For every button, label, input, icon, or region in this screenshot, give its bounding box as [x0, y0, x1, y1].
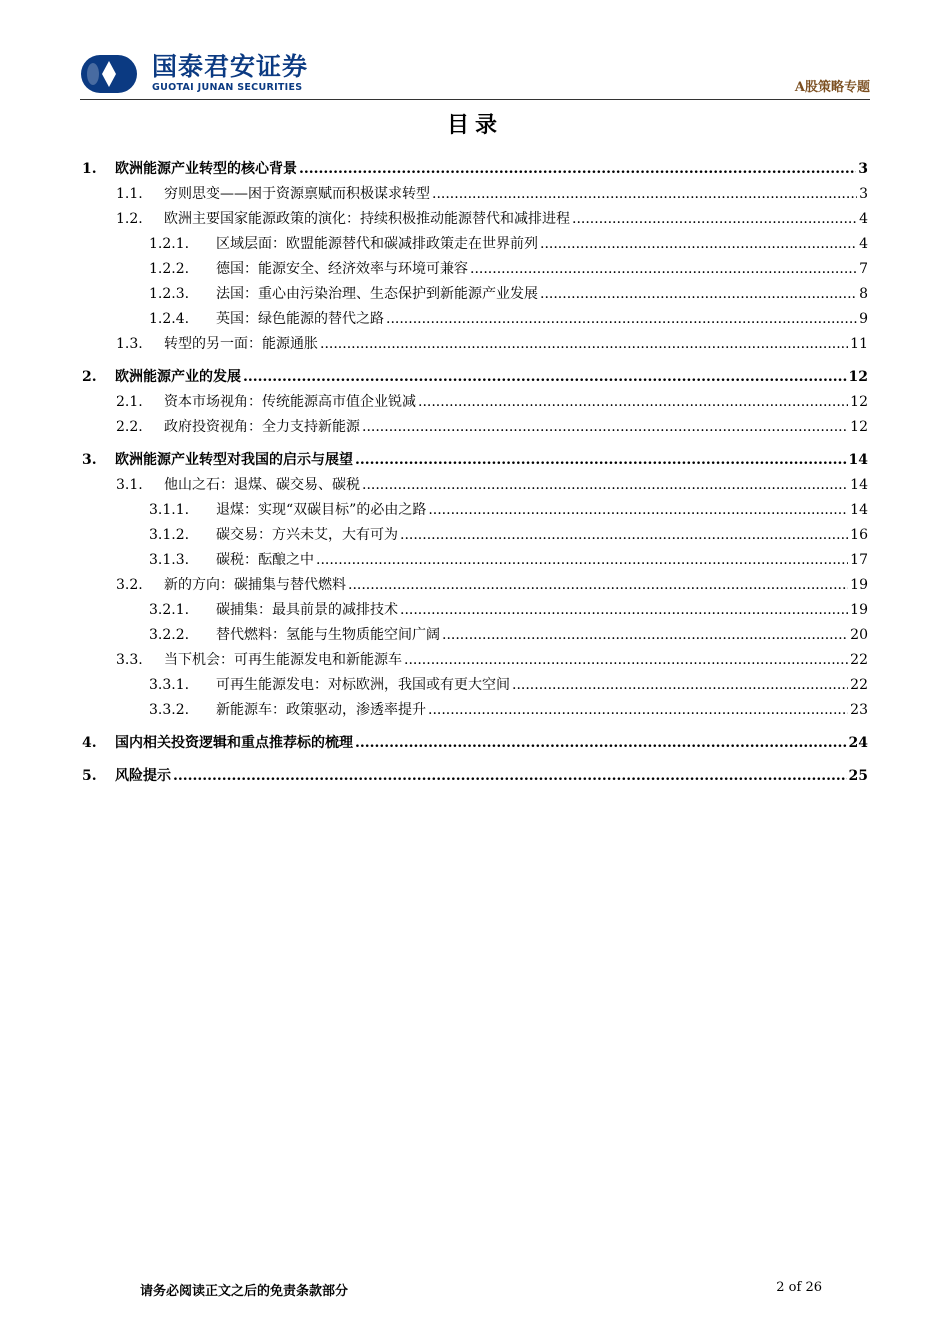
toc-entry-page: 8: [859, 286, 868, 302]
toc-entry-page: 22: [850, 652, 868, 668]
toc-entry-number: 3.2.1.: [149, 602, 190, 618]
toc-entry-number: 3.3.2.: [149, 702, 190, 718]
page-header: [80, 48, 870, 100]
toc-leader-dots: [355, 731, 847, 756]
toc-entry-title: 当下机会：可再生能源发电和新能源车: [164, 652, 402, 668]
toc-entry-number: 3.2.: [116, 577, 143, 593]
toc-leader-dots: [404, 648, 848, 673]
disclaimer-note: 请务必阅读正文之后的免责条款部分: [140, 1284, 349, 1299]
toc-entry-page: 19: [850, 577, 868, 593]
toc-entry-number: 5.: [82, 768, 97, 784]
toc-entry-number: 2.: [82, 369, 97, 385]
toc-entry[interactable]: [82, 648, 868, 673]
toc-leader-dots: [355, 448, 847, 473]
toc-entry[interactable]: [82, 473, 868, 498]
toc-entry-page: 22: [850, 677, 868, 693]
toc-entry-page: 20: [850, 627, 868, 643]
toc-entry-title: 退煤：实现“双碳目标”的必由之路: [216, 502, 427, 518]
toc-leader-dots: [572, 207, 857, 232]
toc-entry-page: 3: [859, 186, 868, 202]
toc-entry-title: 欧洲能源产业的发展: [115, 369, 241, 385]
toc-entry-number: 3.2.2.: [149, 627, 190, 643]
toc-entry[interactable]: [82, 548, 868, 573]
toc-entry-page: 3: [858, 161, 868, 177]
toc-entry[interactable]: [82, 390, 868, 415]
toc-leader-dots: [432, 182, 857, 207]
toc-leader-dots: [243, 365, 847, 390]
toc-entry-title: 穷则思变——困于资源禀赋而积极谋求转型: [164, 186, 430, 202]
toc-entry[interactable]: [82, 698, 868, 723]
toc-leader-dots: [362, 415, 848, 440]
toc-entry-title: 可再生能源发电：对标欧洲，我国或有更大空间: [216, 677, 510, 693]
toc-entry[interactable]: [82, 182, 868, 207]
toc-entry-page: 11: [850, 336, 868, 352]
toc-entry-page: 12: [848, 369, 868, 385]
toc-entry-number: 4.: [82, 735, 97, 751]
toc-entry-title: 转型的另一面：能源通胀: [164, 336, 318, 352]
toc-leader-dots: [512, 673, 848, 698]
toc-entry-title: 他山之石：退煤、碳交易、碳税: [164, 477, 360, 493]
brand-name-en: GUOTAI JUNAN SECURITIES: [152, 82, 303, 93]
toc-leader-dots: [540, 282, 857, 307]
toc-leader-dots: [540, 232, 857, 257]
toc-entry-page: 12: [850, 419, 868, 435]
toc-entry[interactable]: [82, 731, 868, 756]
toc-entry-page: 17: [850, 552, 868, 568]
toc-entry-title: 替代燃料：氢能与生物质能空间广阔: [216, 627, 440, 643]
toc-title: 目录: [446, 112, 503, 138]
toc-entry-title: 国内相关投资逻辑和重点推荐标的梳理: [115, 735, 353, 751]
toc-entry[interactable]: [82, 307, 868, 332]
toc-entry[interactable]: [82, 257, 868, 282]
toc-leader-dots: [173, 764, 847, 789]
toc-entry-number: 1.3.: [116, 336, 143, 352]
toc-entry-title: 资本市场视角：传统能源高市值企业锐减: [164, 394, 416, 410]
toc-entry-page: 14: [850, 477, 868, 493]
toc-entry-title: 政府投资视角：全力支持新能源: [164, 419, 360, 435]
toc-entry-number: 3.1.: [116, 477, 143, 493]
toc-entry-page: 12: [850, 394, 868, 410]
report-type-label: A股策略专题: [794, 80, 870, 95]
toc-entry-title: 碳捕集：最具前景的减排技术: [216, 602, 398, 618]
toc-entry-page: 7: [859, 261, 868, 277]
toc-entry-number: 1.1.: [116, 186, 143, 202]
toc-entry-page: 14: [850, 502, 868, 518]
toc-entry-page: 25: [848, 768, 868, 784]
toc-leader-dots: [470, 257, 857, 282]
toc-entry-title: 碳交易：方兴未艾，大有可为: [216, 527, 398, 543]
toc-entry-title: 欧洲能源产业转型的核心背景: [115, 161, 297, 177]
toc-entry-number: 2.1.: [116, 394, 143, 410]
toc-entry[interactable]: [82, 523, 868, 548]
page-number: 2 of 26: [776, 1280, 822, 1295]
toc-entry[interactable]: [82, 498, 868, 523]
toc-entry-page: 14: [848, 452, 868, 468]
toc-leader-dots: [428, 498, 848, 523]
toc-entry[interactable]: [82, 282, 868, 307]
toc-entry-page: 23: [850, 702, 868, 718]
toc-entry-number: 3.1.2.: [149, 527, 190, 543]
toc-entry-title: 新能源车：政策驱动，渗透率提升: [216, 702, 426, 718]
toc-leader-dots: [362, 473, 848, 498]
toc-leader-dots: [400, 598, 848, 623]
toc-entry-page: 4: [859, 211, 868, 227]
toc-entry[interactable]: [82, 448, 868, 473]
toc-entry-title: 碳税：酝酿之中: [216, 552, 314, 568]
toc-entry-title: 欧洲主要国家能源政策的演化：持续积极推动能源替代和减排进程: [164, 211, 570, 227]
toc-entry-page: 16: [850, 527, 868, 543]
brand-name-cn: 国泰君安证券: [152, 52, 309, 81]
toc-entry-number: 1.2.3.: [149, 286, 190, 302]
toc-leader-dots: [386, 307, 857, 332]
toc-entry-page: 19: [850, 602, 868, 618]
toc-entry-title: 风险提示: [115, 768, 171, 784]
toc-entry[interactable]: [82, 157, 868, 182]
toc-entry-page: 4: [859, 236, 868, 252]
toc-leader-dots: [400, 523, 848, 548]
toc-entry-number: 1.: [82, 161, 97, 177]
toc-entry-number: 3.3.: [116, 652, 143, 668]
toc-entry-number: 2.2.: [116, 419, 143, 435]
toc-entry[interactable]: [82, 764, 868, 789]
toc-entry-title: 德国：能源安全、经济效率与环境可兼容: [216, 261, 468, 277]
toc-entry-number: 3.: [82, 452, 97, 468]
toc-entry-title: 新的方向：碳捕集与替代燃料: [164, 577, 346, 593]
toc-leader-dots: [316, 548, 848, 573]
toc-leader-dots: [320, 332, 848, 357]
toc-entry[interactable]: [82, 232, 868, 257]
toc-entry-number: 1.2.: [116, 211, 143, 227]
toc-entry[interactable]: [82, 573, 868, 598]
toc-entry-title: 英国：绿色能源的替代之路: [216, 311, 384, 327]
toc-entry[interactable]: [82, 673, 868, 698]
toc-leader-dots: [418, 390, 848, 415]
toc-leader-dots: [348, 573, 848, 598]
toc-entry[interactable]: [82, 332, 868, 357]
toc-entry-page: 9: [859, 311, 868, 327]
toc-leader-dots: [442, 623, 848, 648]
guotai-junan-logo-icon: [80, 54, 138, 94]
toc-leader-dots: [428, 698, 848, 723]
toc-entry-title: 区域层面：欧盟能源替代和碳减排政策走在世界前列: [216, 236, 538, 252]
toc-entry-page: 24: [848, 735, 868, 751]
toc-entry[interactable]: [82, 598, 868, 623]
toc-entry[interactable]: [82, 207, 868, 232]
toc-entry-number: 3.1.1.: [149, 502, 190, 518]
toc-entry[interactable]: [82, 365, 868, 390]
toc-leader-dots: [299, 157, 856, 182]
toc-entry-number: 1.2.1.: [149, 236, 190, 252]
toc-entry-number: 1.2.4.: [149, 311, 190, 327]
toc-entry-title: 法国：重心由污染治理、生态保护到新能源产业发展: [216, 286, 538, 302]
toc-entry[interactable]: [82, 415, 868, 440]
toc-entry[interactable]: [82, 623, 868, 648]
toc-entry-title: 欧洲能源产业转型对我国的启示与展望: [115, 452, 353, 468]
toc-entry-number: 1.2.2.: [149, 261, 190, 277]
toc-entry-number: 3.3.1.: [149, 677, 190, 693]
table-of-contents: [82, 157, 868, 789]
toc-entry-number: 3.1.3.: [149, 552, 190, 568]
header-divider: [80, 99, 870, 100]
